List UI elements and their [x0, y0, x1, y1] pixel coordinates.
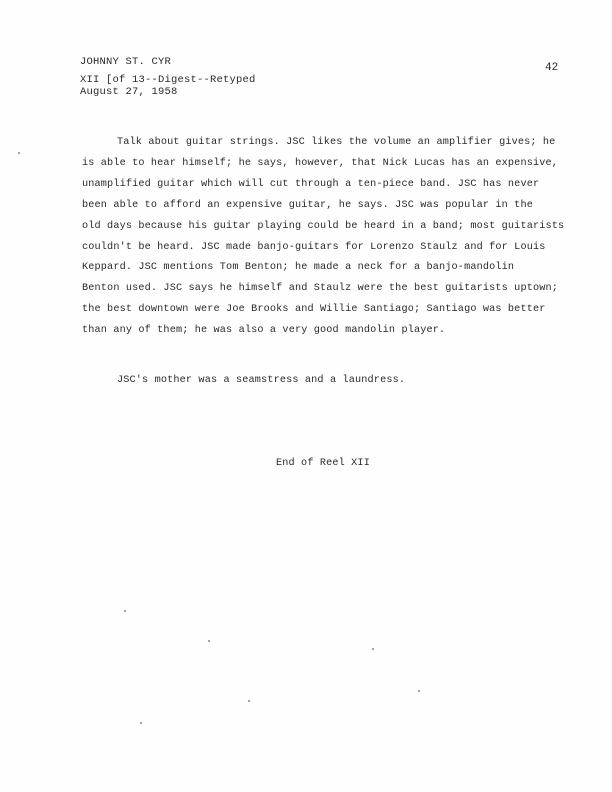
- interviewee-name: JOHNNY ST. CYR: [80, 56, 172, 68]
- scan-speck: [124, 610, 126, 612]
- scan-speck: [18, 152, 20, 154]
- text-line: than any of them; he was also a very good mandolin player.: [82, 325, 446, 337]
- reel-info: XII [of 13--Digest--Retyped: [80, 74, 256, 86]
- scan-speck: [372, 648, 374, 650]
- text-line: unamplified guitar which will cut through a ten-piece band. JSC has never: [82, 178, 540, 190]
- text-line: old days because his guitar playing could be heard in a band; most guitarists: [82, 220, 565, 232]
- text-line: the best downtown were Joe Brooks and Willie Santiago; Santiago was better: [82, 304, 546, 316]
- text-line: Talk about guitar strings. JSC likes the volume an amplifier gives; he: [117, 137, 556, 148]
- paragraph-2: JSC's mother was a seamstress and a laundress.: [117, 375, 406, 386]
- text-line: been able to afford an expensive guitar, he says. JSC was popular in the: [82, 199, 533, 211]
- scan-speck: [140, 722, 142, 724]
- end-of-reel-note: End of Reel XII: [276, 458, 370, 469]
- scan-speck: [418, 690, 420, 692]
- text-line: Keppard. JSC mentions Tom Benton; he made a neck for a banjo-mandolin: [82, 262, 515, 274]
- scan-speck: [248, 700, 250, 702]
- interview-date: August 27, 1958: [80, 86, 178, 98]
- paragraph-1: [82, 133, 582, 342]
- scan-speck: [208, 640, 210, 642]
- text-line: Benton used. JSC says he himself and Staulz were the best guitarists uptown;: [82, 283, 559, 295]
- text-line: couldn't be heard. JSC made banjo-guitars for Lorenzo Staulz and for Louis: [82, 241, 546, 253]
- text-line: is able to hear himself; he says, however, that Nick Lucas has an expensive,: [82, 157, 559, 169]
- page-number: 42: [545, 62, 559, 74]
